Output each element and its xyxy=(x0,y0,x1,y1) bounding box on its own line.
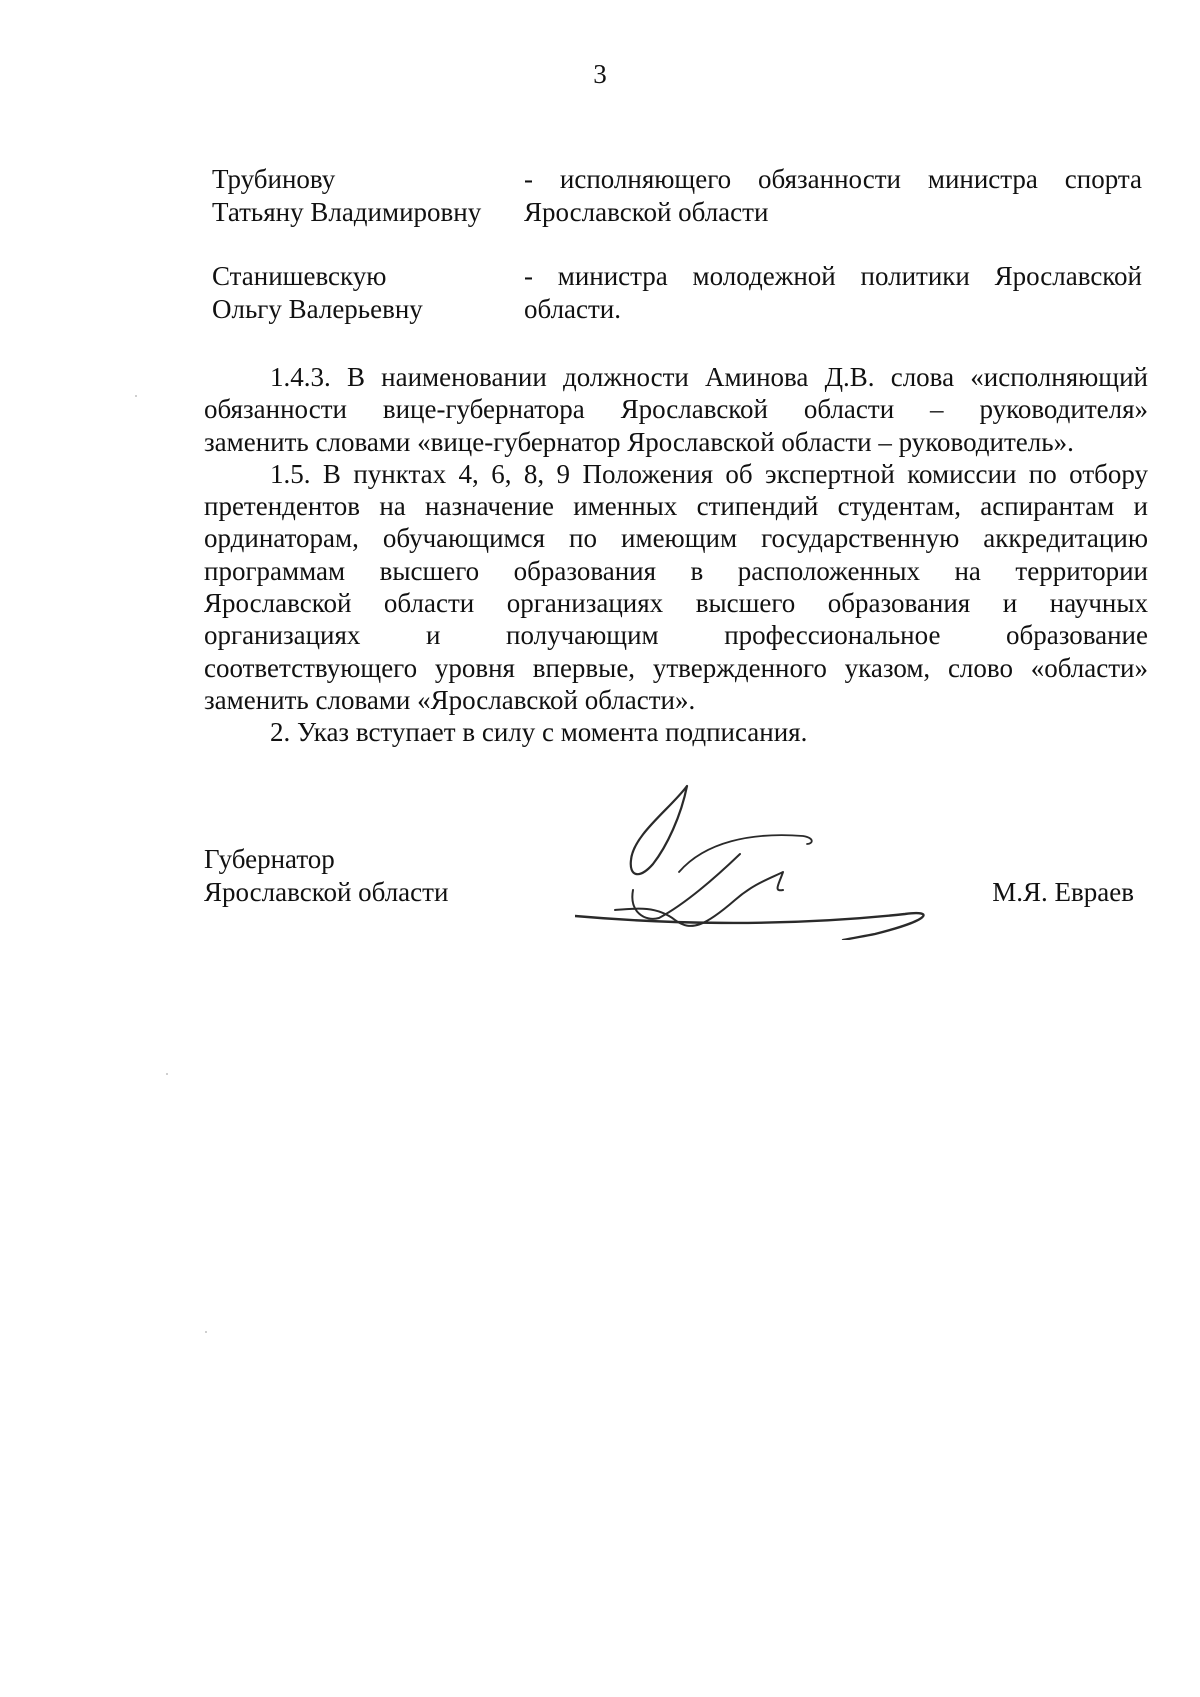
signer-title-line: Губернатор xyxy=(204,844,335,874)
paragraph-line: 1.5. В пунктах 4, 6, 8, 9 Положения об экспертной комиссии по отбору xyxy=(270,458,1148,489)
paragraph-line: соответствующего уровня впервые, утвержденного указом, слово «области» xyxy=(204,652,1148,683)
page-number: 3 xyxy=(593,59,607,89)
signer-name: М.Я. Евраев xyxy=(992,877,1134,907)
appointee-position-line: - исполняющего обязанности министра спорта xyxy=(524,164,1142,194)
paragraph-line: ординаторам, обучающимся по имеющим государственную аккредитацию xyxy=(204,523,1148,554)
paragraph-line: обязанности вице-губернатора Ярославской области – руководителя» xyxy=(204,394,1148,425)
paragraph-line: организациях и получающим профессиональное образование xyxy=(204,620,1148,651)
appointee-name-line: Ольгу Валерьевну xyxy=(212,294,423,324)
paragraph-1-4-3 xyxy=(204,361,1148,458)
appointee-name-line: Татьяну Владимировну xyxy=(212,197,482,227)
paragraph-1-5 xyxy=(204,458,1148,716)
document-body xyxy=(204,361,1148,749)
appointee-position xyxy=(524,260,1142,326)
appointee-name-line: Станишевскую xyxy=(212,261,387,291)
paragraph-2 xyxy=(204,716,1148,748)
paragraph-line: претендентов на назначение именных стипендий студентам, аспирантам и xyxy=(204,491,1148,522)
scan-speck xyxy=(135,395,137,397)
paragraph-line: Ярославской области организациях высшего образования и научных xyxy=(204,588,1148,619)
signer-title-line: Ярославской области xyxy=(204,877,449,907)
paragraph-line: заменить словами «вице-губернатор Ярославской области – руководитель». xyxy=(204,426,1074,457)
paragraph-line: программам высшего образования в расположенных на территории xyxy=(204,555,1148,586)
paragraph-line: 1.4.3. В наименовании должности Аминова Д.В. слова «исполняющий xyxy=(270,362,1148,392)
appointee-position-line: - министра молодежной политики Ярославской xyxy=(524,261,1142,291)
appointee-position-line: области. xyxy=(524,294,622,324)
appointee-name-line: Трубинову xyxy=(212,164,336,194)
signature-block xyxy=(204,843,1148,909)
appointee-position xyxy=(524,163,1142,229)
scan-speck xyxy=(205,1331,207,1333)
scan-speck xyxy=(166,1073,168,1075)
appointee-position-line: Ярославской области xyxy=(524,197,769,227)
paragraph-line: 2. Указ вступает в силу с момента подписания. xyxy=(270,717,808,748)
paragraph-line: заменить словами «Ярославской области». xyxy=(204,684,696,715)
appointee-name xyxy=(212,163,512,229)
appointee-name xyxy=(212,260,512,326)
